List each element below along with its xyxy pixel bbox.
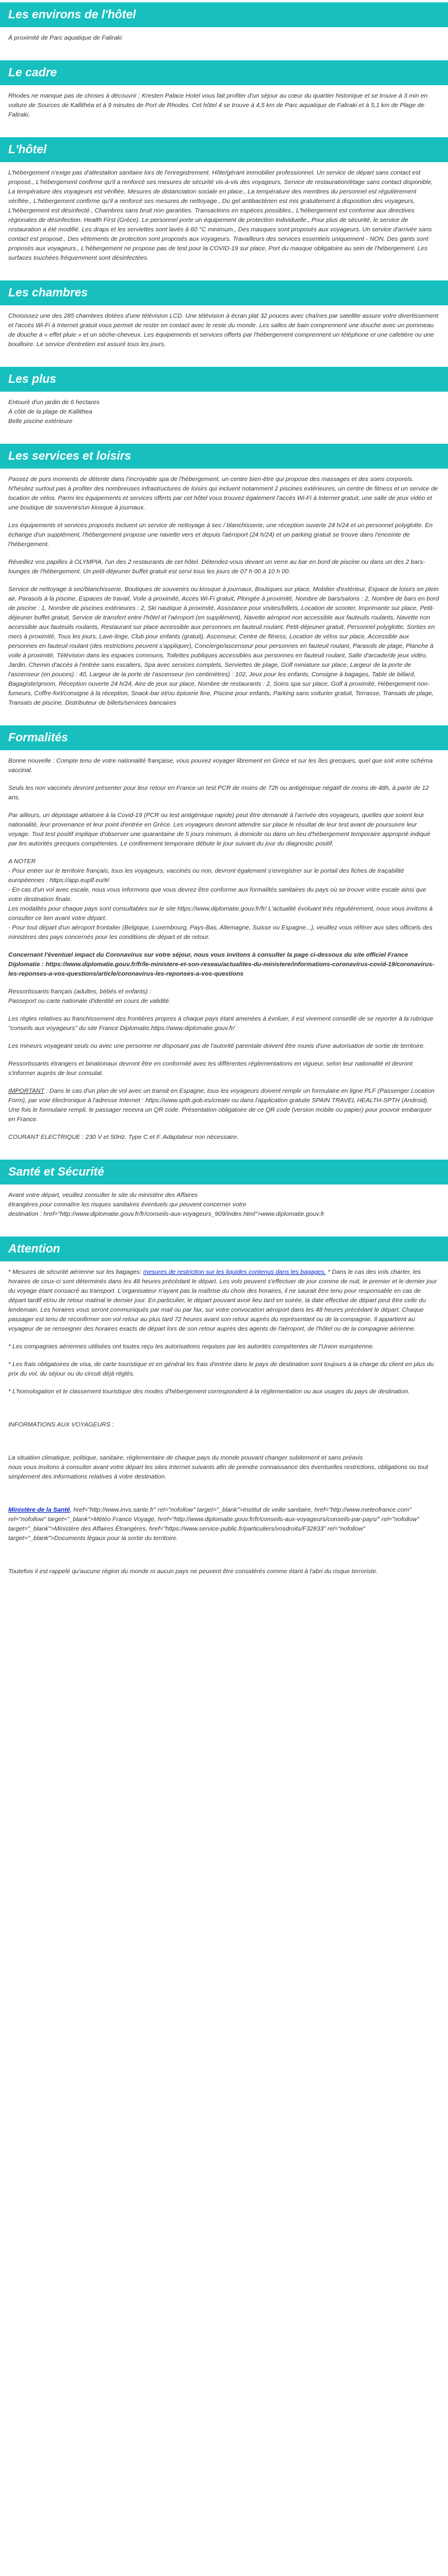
section-attention — [0, 1237, 448, 1576]
section-title: Le cadre — [0, 60, 448, 85]
formalites-paragraph: Seuls les non vaccinés devront présenter pour leur retour en France un test PCR de moins de 72h ou antigénique négatif de moins de 48h, à partir de 12 ans. — [8, 785, 429, 801]
section-formalites — [0, 725, 448, 1142]
services-paragraph: Passez de purs moments de détente dans l'incroyable spa de l'hébergement, un centre bien-être qui propose des massages et des soins corporels. N'hésitez surtout pas à profiter des nombreuses infrastructures de loisirs qui incluent notamment 2 piscines extérieures, un centre de fitness et un service de location de vélos. Parmi les équipements et services offerts par cet hôtel vous trouvez également l'accès Wi-Fi à Internet gratuit, une salle de jeux vidéo et une boutique de souvenirs/un kiosque à journaux. — [8, 476, 438, 511]
spacer — [8, 1551, 440, 1567]
regles-paragraph: Les règles relatives au franchissement des frontières propres à chaque pays étant amenées à évoluer, il est vivement conseillé de se reporter à la rubrique "conseils aux voyageurs" du site France Diplomatie,https://www.diplomatie.gouv.fr/ : — [8, 1015, 434, 1032]
services-paragraph: Les équipements et services proposés incluent un service de nettoyage à sec / blanchisserie, une réception ouverte 24 h/24 et un personnel polyglotte. En échange d'un supplément, l'hébergement propose une navette vers et depuis l'aéroport (24 h/24) et un parking gratuit se trouve dans l'enceinte de l'hébergement. — [8, 522, 433, 548]
formalites-paragraph: Par ailleurs, un dépistage aléatoire à la Covid-19 (PCR ou test antigénique rapide) peut être demandé à l'arrivée des voyageurs, quelles que soient leur nationalité, leur provenance et leur point d'entrée en Grèce. Les voyageurs devront attendre sur place le résultat de leur test avant de poursuivre leur voyage. Tout test positif implique d'observer une quarantaine de 5 jours minimum, à domicile ou dans un lieu d'hébergement temporaire approprié indiqué par les autorités grecques compétentes. Le confinement temporaire débute le jour suivant du jour du diagnostic positif. — [8, 812, 430, 847]
spacer — [8, 1405, 440, 1420]
section-environs — [0, 2, 448, 43]
section-title: Santé et Sécurité — [0, 1160, 448, 1184]
section-title: L'hôtel — [0, 137, 448, 162]
ressortissants-doc: Passeport ou carte nationale d'identité en cours de validité. — [8, 998, 171, 1005]
important-paragraph — [8, 1086, 440, 1124]
sante-line: étrangères pour connaître les risques sanitaires éventuels qui peuvent concerner votre — [8, 1201, 246, 1208]
formalites-paragraph: Bonne nouvelle : Compte tenu de votre nationalité française, vous pouvez voyager librement en Grèce et sur les îles grecques, quel que soit votre schéma vaccinal. — [8, 757, 433, 774]
attention-paragraph: * Les compagnies aériennes utilisées ont toutes reçu les autorisations requises par les autorités compétentes de l'Union européenne. — [8, 1343, 374, 1350]
situation-line: nous vous invitons à consulter avant votre départ les sites Internet suivants afin de prendre connaissance des éventuelles restrictions, obligations ou tout simplement des informations relatives à votre destination. — [8, 1464, 428, 1480]
sante-line: destination : href="http://www.diplomatie.gouv.fr/fr/conseils-aux-voyageurs_909/index.html">www.diplomatie.gouv.fr — [8, 1210, 324, 1218]
anoter-item: - Pour entrer sur le territoire français, tous les voyageurs, vaccinés ou non, devront également s'enregistrer sur le portail des fiches de traçabilité européennes : https://app.euplf.eu/#/ — [8, 867, 404, 884]
chambres-text: Choisissez une des 285 chambres dotées d'une télévision LCD. Une télévision à écran plat 32 pouces avec chaînes par satellite assure votre divertissement et l'accès Wi-Fi à Internet gratuit vous permet de rester en contact avec le reste du monde. Les salles de bain comprennent une douche avec un pommeau de douche à « effet pluie » et un sèche-cheveux. Les équipements et services offerts par l'hébergement comprennent un téléphone et une cafetière ou une bouilloire. Le service d'entretien est assuré tous les jours. — [8, 312, 439, 348]
anoter-item: - En cas d'un vol avec escale, nous vous informons que vous devrez être conforme aux formalités sanitaires du pays où se trouve votre escale ainsi que votre destination finale. — [8, 886, 427, 903]
plus-item: À côté de la plage de Kallithea — [8, 408, 92, 415]
services-paragraph: Service de nettoyage à sec/blanchisserie, Boutiques de souvenirs ou kiosque à journaux, Boutiques sur place, Mobilier d'extérieur, Espace de loisirs en plein air, Parasols à la piscine, Espaces de travail, Voile à proximité, Accès Wi-Fi gratuit, Plongée à proximité, Nombre de bars/salons : 2, Nombre de bars en bord de piscine : 1, Nombre de piscines extérieures : 2, Ski nautique à proximité, Assistance pour visites/billets, Location de scooter, Imprimante sur place, Petit-déjeuner buffet gratuit, Service de transfert entre l'hôtel et l'aéroport (en supplément), Navette aéroport non accessible aux fauteuils roulants, Navette non accessible aux fauteuils roulants, Restaurant sur place accessible aux personnes en fauteuil roulant, Petit-déjeuner gratuit, Personnel polyglotte, Sorties en mers à proximité, Tous les jours, Lave-linge, Club pour enfants (gratuit), Ascenseur, Centre de fitness, Location de vélos sur place, Accessible aux personnes en fauteuil roulant (des restrictions peuvent s'appliquer), Concierge/ascenseur pour personnes en fauteuil roulant, Parasols de plage, Planche à voile à proximité, Télévision dans les espaces communs, Toilettes publiques accessibles aux personnes en fauteuil roulant, Salle d'arcade/de jeux vidéo, Jardin, Chemin d'accès à l'entrée sans escaliers, Spa avec services complets, Serviettes de plage, Golf miniature sur place, Largeur de la porte de l'ascenseur (en pouces) : 40, Largeur de la porte de l'ascenseur (en centimètres) : 102, Jeux pour les enfants, Consigne à bagages, Table de billard, Bagagiste/groom, Réception ouverte 24 h/24, Aire de jeux sur place, Nombre de restaurants : 2, Soins spa sur place, Golf à proximité, Hébergement non-fumeurs, Coffre-fort/consigne à la réception, Snack-bar et/ou épicerie fine, Piscine pour enfants, Parking sans voiturier gratuit, Terrasse, Transats de plage, Transats de piscine, Distributeur de billets/services bancaires — [8, 586, 439, 706]
section-plus — [0, 367, 448, 426]
important-label: IMPORTANT — [8, 1087, 44, 1095]
anoter-title: A NOTER — [8, 858, 36, 865]
liens-officiels-text: , href="http://www.invs.sante.fr" rel="nofollow" target="_blank">Institut de veille sanitaire, href="http://www.meteofrance.com" rel="nofollow" target="_blank">Météo France Voyage, href="http://www.diplomatie.gouv.fr/fr/conseils-aux-voyageurs/conseils-par-pays/" rel="nofollow" target="_blank">Ministère des Affaires Étrangères, href="https://www.service-public.fr/particuliers/vosdroits/F32833" rel="nofollow" target="_blank">Documents légaux pour la sortie du territoire. — [8, 1506, 420, 1542]
section-cadre — [0, 60, 448, 120]
services-paragraph: Réveillez vos papilles à OLYMPIA, l'un des 2 restaurants de cet hôtel. Détendez-vous devant un verre au bar en bord de piscine ou dans un des 2 bars-lounges de l'hébergement. Un petit-déjeuner buffet gratuit est servi tous les jours de 07 h 00 à 10 h 00. — [8, 559, 425, 575]
ressortissants-label: Ressortissants français (adultes, bébés et enfants) : — [8, 988, 151, 995]
coronavirus-notice: Concernant l'éventuel impact du Coronavirus sur votre séjour, nous vous invitons à consulter la page ci-dessous du site officiel France Diplomatie : https://www.diplomatie.gouv.fr/fr/le-ministere-et-son-reseau/actualites-du-ministere/informations-coronavirus-covid-19/coronavirus-les-reponses-a-vos-questions/article/coronavirus-les-reponses-a-vos-questions — [8, 951, 434, 977]
attention-body: * Dans le cas des vols charter, les horaires de ceux-ci sont déterminés dans les 48 heures précédant le départ. Les vols peuvent s'effectuer de jour comme de nuit, le premier et le dernier jour du voyage étant consacré au transport. L'organisateur n'ayant pas la maîtrise du choix des horaires, il ne saurait être tenu pour responsable en cas de départ tardif et/ou de retour matinal le dernier jour. En particulier, le départ pouvant avoir lieu tard en soirée, la date effective de départ peut être celle du lendemain. Les horaires vous seront communiqués par mail ou par fax, sur votre convocation aéroport dans les 48 heures précédant le départ. Chaque passager est tenu de reconfirmer son vol retour au plus tard 72 heures avant son retour auprès du représentant ou de la compagnie. Il appartient au voyageur de se renseigner des horaires exacts de départ lors de son retour auprès des agents de l'aéroport, de l'hôtel ou de la compagnie aérienne. — [8, 1268, 437, 1332]
attention-prefix: * Mesures de sécurité aérienne sur les bagages: — [8, 1268, 144, 1276]
section-title: Les chambres — [0, 280, 448, 305]
section-title: Les plus — [0, 367, 448, 392]
infos-voyageurs-title: INFORMATIONS AUX VOYAGEURS : — [8, 1421, 114, 1428]
anoter-item: - Pour tout départ d'un aéroport frontalier (Belgique, Luxembourg, Pays-Bas, Allemagne, Suisse ou Espagne...), veuillez vous référer aux sites officiels des ministères des pays concernés pour les conditions de départ et de retour. — [8, 924, 433, 941]
section-title: Attention — [0, 1237, 448, 1261]
spacer — [8, 1438, 440, 1453]
plus-item: Entouré d'un jardin de 6 hectares — [8, 399, 100, 406]
hotel-text: L'hébergement n'exige pas d'attestation sanitaire lors de l'enregistrement. Hôte/gérant immobilier professionnel. Un service de départ sans contact est proposé., L'hébergement confirme qu'il a renforcé ses mesures de sécurité vis-à-vis des voyageurs, Service de restauration/étage sans contact disponible, La température des voyageurs est vérifiée, Mesures de distanciation sociale en place., La température des membres du personnel est régulièrement vérifiée., L'hébergement confirme qu'il a renforcé ses mesures de nettoyage., Du gel antibactérien est mis gratuitement à disposition des voyageurs, L'hébergement est désinfecté., Chambres sans bruit non garanties. Transactions en espèces possibles., L'hébergement est conforme aux directives régionales de désinfection. Health First (Grèce). Le personnel porte un équipement de protection individuelle., Pour plus de sécurité, le service de restauration a été modifié. Les draps et les serviettes sont lavés à 60 °C minimum., Des masques sont proposés aux voyageurs. Un service d'arrivée sans contact est proposé., Des vêtements de protection sont proposés aux voyageurs. Travailleurs des services essentiels uniquement - NON. Des gants sont proposés aux voyageurs., L'hébergement ne propose pas de test pour la COVID-19 sur place, Port du masque obligatoire au sein de l'hébergement. Les surfaces touchées fréquemment sont désinfectées. — [8, 169, 433, 262]
sante-line: Avant votre départ, veuillez consulter le site du ministère des Affaires — [8, 1192, 198, 1199]
section-chambres — [0, 280, 448, 349]
section-services — [0, 444, 448, 708]
section-title: Les services et loisirs — [0, 444, 448, 469]
section-sante — [0, 1160, 448, 1219]
section-title: Formalités — [0, 725, 448, 750]
mineurs-paragraph: Les mineurs voyageant seuls ou avec une personne ne disposant pas de l'autorité parentale doivent être munis d'une autorisation de sortie de territoire. — [8, 1042, 426, 1050]
attention-paragraph: * Les frais obligatoires de visa, de carte touristique et en général les frais d'entrée dans le pays de destination sont toujours à la charge du client en plus du prix du vol, du séjour ou du circuit déjà réglés. — [8, 1361, 434, 1377]
etrangers-paragraph: Ressortissants étrangers et binationaux devront être en conformité avec les différentes réglementations en vigueur, selon leur nationalité et devront s'informer auprès de leur consulat. — [8, 1060, 413, 1077]
plus-item: Belle piscine extérieure — [8, 418, 73, 425]
attention-paragraph: * L'homologation et le classement touristique des modes d'hébergement correspondent à la réglementation ou aux usages du pays de destination. — [8, 1388, 410, 1395]
attention-paragraph — [8, 1267, 440, 1334]
cadre-text: Rhodes ne manque pas de choses à découvrir ; Kresten Palace Hotel vous fait profiter d'un séjour au cœur du quartier historique et se trouve à 3 min en voiture de Sources de Kallithéa et à 9 minutes de Port de Rhodes. Cet hôtel 4 se trouve à 4,5 km de Parc aquatique de Faliraki et à 5,1 km de Plage de Faliraki. — [8, 92, 428, 118]
environs-text: À proximité de Parc aquatique de Faliraki — [8, 34, 122, 41]
section-hotel — [0, 137, 448, 263]
liens-officiels — [8, 1505, 440, 1543]
ministere-sante-link[interactable]: Ministère de la Santé — [8, 1506, 70, 1513]
spacer — [8, 1490, 440, 1505]
liquides-restriction-link[interactable]: mesures de restriction sur les liquides contenus dans les bagages. — [143, 1268, 326, 1276]
situation-line: La situation climatique, politique, sanitaire, réglementaire de chaque pays du monde pouvant changer subitement et sans préavis — [8, 1454, 363, 1461]
risque-terroriste-note: Toutefois il est rappelé qu'aucune région du monde ni aucun pays ne peuvent être considérés comme étant à l'abri du risque terroriste. — [8, 1568, 378, 1575]
important-text: : Dans le cas d'un plan de vol avec un transit en Espagne, tous les voyageurs doivent remplir un formulaire en ligne PLF (Passenger Location Form), par voie électronique à l'adresse Internet : https://www.spth.gob.es/create ou dans l'application gratuite SPAIN TRAVEL HEALTH-SPTH (Android). Une fois le formulaire rempli, le passager recevra un QR code. Présentation obligatoire de ce QR code (version mobile ou papier) pour pouvoir embarquer en France. — [8, 1087, 435, 1123]
courant-electrique: COURANT ELECTRIQUE : 230 V et 50Hz. Type C et F. Adaptateur non nécessaire. — [8, 1134, 239, 1141]
anoter-item: Les modalités pour chaque pays sont consultables sur le site https://www.diplomatie.gouv.fr/fr/ L'actualité évoluant très régulièrement, nous vous invitons à consulter ce lien avant votre départ. — [8, 905, 433, 922]
section-title: Les environs de l'hôtel — [0, 2, 448, 27]
